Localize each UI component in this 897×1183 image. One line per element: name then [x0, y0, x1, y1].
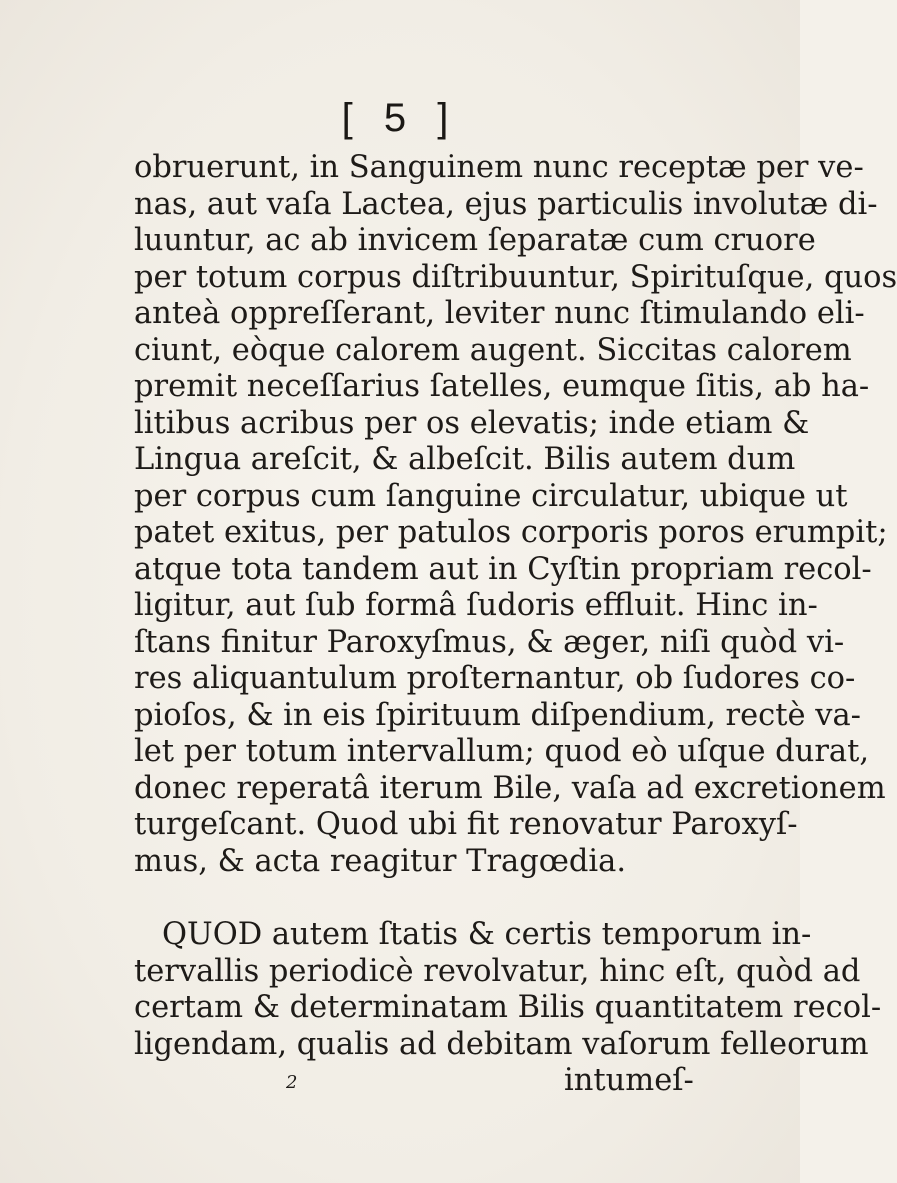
text-line: turgeſcant. Quod ubi fit renovatur Paroxyſ- — [134, 807, 798, 842]
text-line: res aliquantulum proſternantur, ob ſudores co- — [134, 661, 856, 696]
text-line: QUOD autem ſtatis & certis temporum in- — [162, 917, 812, 952]
footer-line — [134, 1063, 794, 1100]
text-line: donec reperatâ iterum Bile, vaſa ad excretionem — [134, 770, 886, 806]
text-line: litibus acribus per os elevatis; inde etiam & — [134, 405, 810, 441]
text-line: ligendam, qualis ad debitam vaſorum felleorum — [134, 1026, 869, 1062]
text-line: tervallis periodicè revolvatur, hinc eſt, quòd ad — [134, 953, 861, 989]
text-line: patet exitus, per patulos corporis poros erumpit; — [134, 515, 888, 550]
text-line: let per totum intervallum; quod eò uſque durat, — [134, 734, 870, 769]
catchword: intumeſ- — [564, 1063, 694, 1098]
page-number: [ 5 ] — [341, 96, 459, 140]
text-line: ligitur, aut ſub formâ ſudoris effluit. Hinc in- — [134, 588, 818, 623]
paragraph-1 — [134, 150, 897, 880]
text-line: ſtans finitur Paroxyſmus, & æger, niſi quòd vi- — [134, 624, 845, 660]
text-line: certam & determinatam Bilis quantitatem recol- — [134, 990, 882, 1025]
text-line: mus, & acta reagitur Tragœdia. — [134, 843, 627, 879]
text-line: luuntur, ac ab invicem ſeparatæ cum cruore — [134, 223, 816, 258]
text-line: obruerunt, in Sanguinem nunc receptæ per ve- — [134, 150, 864, 185]
signature-mark: 2 — [286, 1072, 298, 1093]
text-line: per corpus cum ſanguine circulatur, ubique ut — [134, 478, 848, 514]
text-line: per totum corpus diſtribuuntur, Spirituſque, quos — [134, 259, 897, 295]
paragraph-spacer — [134, 880, 794, 917]
paragraph-2 — [134, 917, 882, 1063]
text-line: anteà oppreſſerant, leviter nunc ſtimulando eli- — [134, 296, 865, 331]
text-line: nas, aut vaſa Lactea, ejus particulis involutæ di- — [134, 186, 878, 222]
text-line: atque tota tandem aut in Cyſtin propriam recol- — [134, 551, 872, 587]
text-line: Lingua areſcit, & albeſcit. Bilis autem dum — [134, 442, 796, 477]
text-line: premit neceſſarius ſatelles, eumque ſitis, ab ha- — [134, 369, 870, 404]
text-line: pioſos, & in eis ſpirituum diſpendium, rectè va- — [134, 697, 861, 733]
text-line: ciunt, eòque calorem augent. Siccitas calorem — [134, 332, 852, 368]
body-text — [134, 150, 897, 1100]
